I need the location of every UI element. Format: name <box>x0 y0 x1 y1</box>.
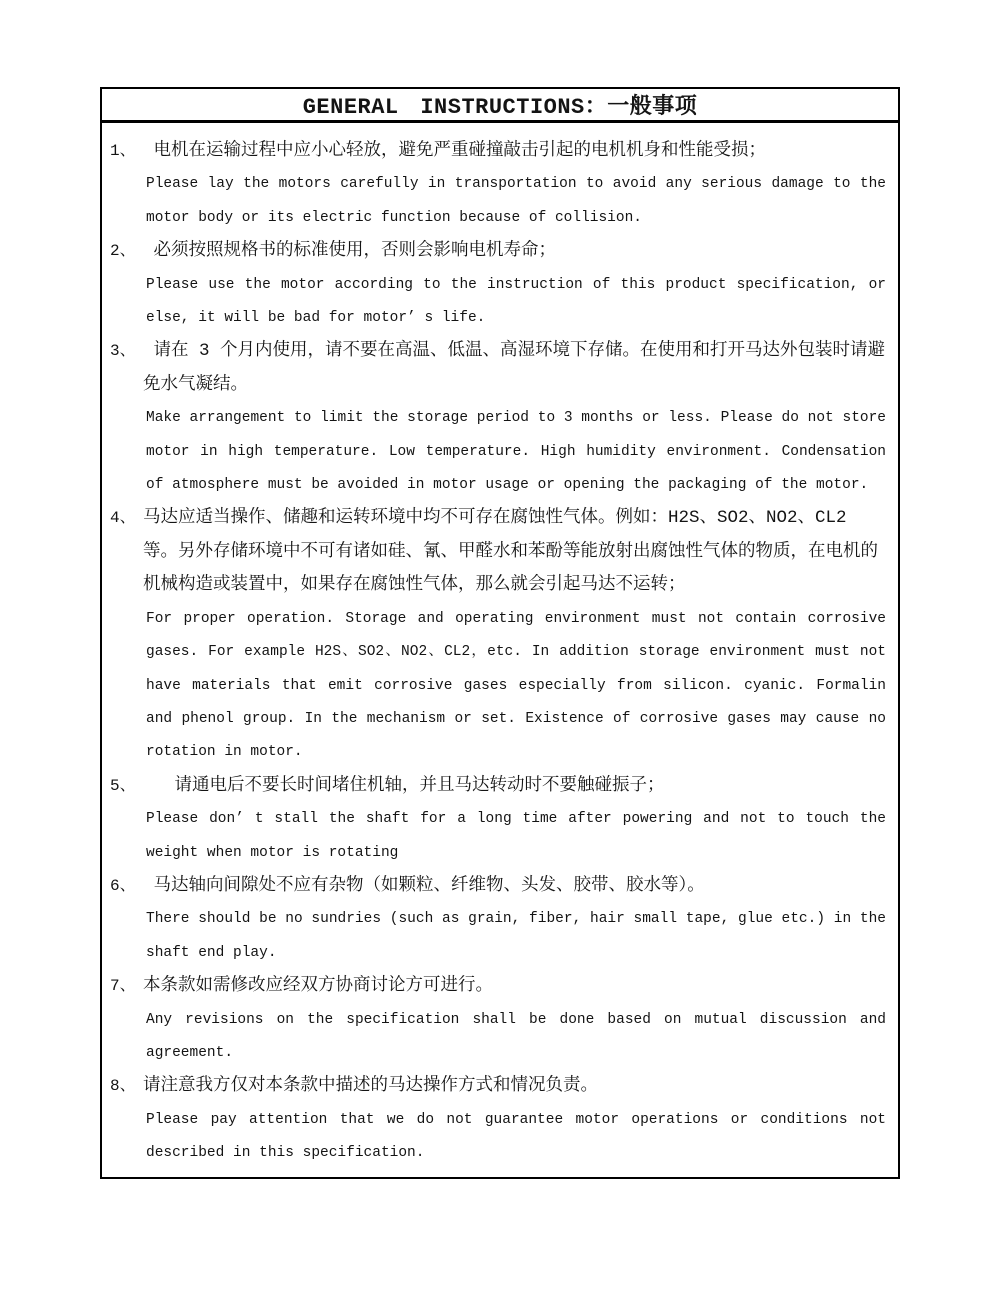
list-item <box>110 770 886 870</box>
item-texts <box>143 335 886 502</box>
item-texts <box>143 502 886 769</box>
item-texts <box>143 1070 886 1170</box>
general-instructions-document <box>100 87 900 1179</box>
item-number: 8、 <box>110 1077 136 1096</box>
item-english-text: Please use the motor according to the instruction of this product specification, or else, it will be bad for motor’ s life. <box>146 276 886 327</box>
item-chinese-text: 必须按照规格书的标准使用，否则会影响电机寿命； <box>143 241 557 262</box>
item-english-text: Any revisions on the specification shall be done based on mutual discussion and agreement. <box>146 1011 886 1061</box>
item-chinese-text: 请在 3 个月内使用，请不要在高温、低温、高湿环境下存储。在使用和打开马达外包装时请避免水气凝结。 <box>143 341 886 395</box>
list-item <box>110 1070 886 1170</box>
item-chinese-text: 请通电后不要长时间堵住机轴，并且马达转动时不要触碰振子； <box>143 775 665 796</box>
item-chinese-text: 电机在运输过程中应小心轻放，避免严重碰撞敲击引起的电机机身和性能受损； <box>143 141 767 161</box>
item-texts <box>143 135 886 235</box>
item-number: 7、 <box>110 977 136 996</box>
item-number: 4、 <box>110 509 136 528</box>
list-item <box>110 870 886 970</box>
list-item <box>110 235 886 335</box>
item-english-text: Please don’ t stall the shaft for a long time after powering and not to touch the weight when motor is rotating <box>146 811 886 861</box>
page-title: GENERAL INSTRUCTIONS：一般事项 <box>102 89 898 123</box>
item-chinese-text: 本条款如需修改应经双方协商讨论方可进行。 <box>143 976 493 997</box>
item-english-text: For proper operation. Storage and operating environment must not contain corrosive gases. For example H2S、SO2、NO2、CL2，etc. In addition storage environment must not have materials that emit corrosive gases especially from silicon. cyanic. Formalin and phenol group. In the mechanism or set. Existence of corrosive gases may cause no rotation in motor. <box>146 610 886 761</box>
item-english-text: There should be no sundries (such as grain, fiber, hair small tape, glue etc.) in the shaft end play. <box>146 911 886 961</box>
item-english-text: Please pay attention that we do not guarantee motor operations or conditions not described in this specification. <box>146 1111 886 1162</box>
item-number: 1、 <box>110 142 136 160</box>
item-number: 2、 <box>110 242 136 261</box>
item-texts <box>143 970 886 1070</box>
item-english-text: Please lay the motors carefully in transportation to avoid any serious damage to the motor body or its electric function because of collision. <box>146 176 886 226</box>
item-chinese-text: 马达应适当操作、储趣和运转环境中均不可存在腐蚀性气体。例如：H2S、SO2、NO2、CL2 等。另外存储环境中不可有诸如硅、氰、甲醛水和苯酚等能放射出腐蚀性气体的物质，在电机的机械构造或装置中，如果存在腐蚀性气体，那么就会引起马达不运转； <box>143 508 878 596</box>
item-number: 6、 <box>110 876 136 895</box>
list-item <box>110 502 886 769</box>
item-texts <box>143 770 886 870</box>
list-item <box>110 135 886 235</box>
item-texts <box>143 870 886 970</box>
list-item <box>110 335 886 502</box>
instructions-list <box>102 123 898 1171</box>
item-english-text: Make arrangement to limit the storage period to 3 months or less. Please do not store motor in high temperature. Low temperature. High humidity environment. Condensation of atmosphere must be avoided in motor usage or opening the packaging of the motor. <box>146 410 886 494</box>
item-texts <box>143 235 886 335</box>
item-number: 3、 <box>110 342 136 361</box>
item-number: 5、 <box>110 776 136 795</box>
list-item <box>110 970 886 1070</box>
item-chinese-text: 马达轴向间隙处不应有杂物（如颗粒、纤维物、头发、胶带、胶水等）。 <box>143 875 705 896</box>
item-chinese-text: 请注意我方仅对本条款中描述的马达操作方式和情况负责。 <box>143 1076 598 1097</box>
